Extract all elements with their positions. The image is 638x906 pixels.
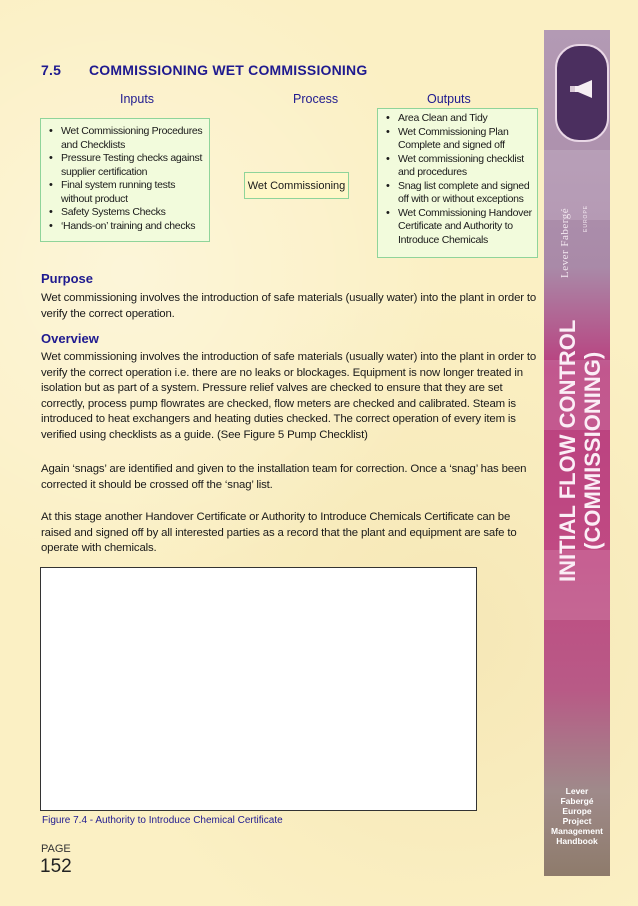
- inputs-column-label: Inputs: [120, 92, 155, 106]
- inputs-box: [40, 118, 210, 242]
- banner-title: [555, 320, 605, 582]
- banner-footer-line: Handbook: [556, 836, 598, 846]
- banner-footer-line: Lever: [565, 786, 589, 796]
- inputs-list-item: • Final system running tests without product: [47, 179, 205, 206]
- banner-title-line-1: INITIAL FLOW CONTROL: [555, 319, 580, 582]
- page-label: PAGE: [41, 843, 71, 855]
- brand-name: Lever Fabergé: [559, 207, 571, 278]
- outputs-list-item: • Area Clean and Tidy: [384, 112, 535, 126]
- section-number: 7.5: [41, 62, 62, 78]
- inputs-list-item: • Wet Commissioning Procedures and Checklists: [47, 125, 205, 152]
- outputs-list-item: • Wet commissioning checklist and procedures: [384, 153, 535, 180]
- banner-footer-line: Europe: [562, 806, 592, 816]
- logo-badge: [555, 44, 609, 142]
- page-number: 152: [40, 856, 72, 877]
- figure-placeholder: [40, 567, 477, 811]
- purpose-text: Wet commissioning involves the introduction of safe materials (usually water) into the plant in order to verify the correct operation.: [41, 292, 537, 320]
- section-title: COMMISSIONING WET COMMISSIONING: [89, 62, 368, 78]
- brand-subtitle: EUROPE: [583, 204, 589, 232]
- megaphone-icon: [568, 79, 596, 99]
- outputs-list-item: • Wet Commissioning Handover Certificate and Authority to Introduce Chemicals: [384, 207, 535, 248]
- figure-caption: Figure 7.4 - Authority to Introduce Chemical Certificate: [42, 815, 283, 826]
- outputs-column-label: Outputs: [427, 92, 471, 106]
- process-box: [244, 172, 349, 199]
- process-column-label: Process: [293, 92, 339, 106]
- overview-heading: Overview: [41, 331, 99, 346]
- banner-footer-line: Fabergé: [560, 796, 594, 806]
- inputs-list-item: • Safety Systems Checks: [47, 206, 205, 220]
- purpose-heading: Purpose: [41, 271, 94, 286]
- inputs-list: [47, 125, 205, 233]
- banner-footer-line: Project: [562, 816, 592, 826]
- inputs-list-item: • Pressure Testing checks against supplier certification: [47, 152, 205, 179]
- outputs-list: [384, 112, 535, 247]
- overview-paragraph-2: Again ‘snags’ are identified and given to the installation team for correction. Once a ‘snag’ has been corrected it should be crossed off the ‘snag’ list.: [41, 463, 527, 491]
- banner-footer-line: Management: [551, 826, 603, 836]
- overview-paragraph-1: Wet commissioning involves the introduction of safe materials (usually water) into the plant in order to verify the correct operation i.e. there are no leaks or blockages. Equipment is now longer treated in isolation but as part of a system. Pressure relief valves are checked to ensure that they are set correctly, process pump flowrates are checked, flow meters are checked and calibrated. Steam is introduced to heat exchangers and heating duties checked. The correct operation of every item is verified using checklists as a guide. (See Figure 5 Pump Checklist): [41, 351, 537, 441]
- banner-footer: [547, 786, 607, 846]
- overview-paragraph-3: At this stage another Handover Certificate or Authority to Introduce Chemicals Certificate can be raised and signed off by all interested parties as a record that the plant and equipment are safe to operate with chemicals.: [41, 511, 517, 555]
- outputs-list-item: • Wet Commissioning Plan Complete and signed off: [384, 126, 535, 153]
- banner-band: [544, 150, 610, 220]
- outputs-list-item: • Snag list complete and signed off with or without exceptions: [384, 180, 535, 207]
- inputs-list-item: • ‘Hands-on’ training and checks: [47, 220, 205, 234]
- outputs-box: [377, 108, 538, 258]
- process-label: Wet Commissioning: [247, 179, 346, 192]
- section-heading: [41, 62, 367, 78]
- banner-title-line-2: (COMMISSIONING): [580, 351, 605, 550]
